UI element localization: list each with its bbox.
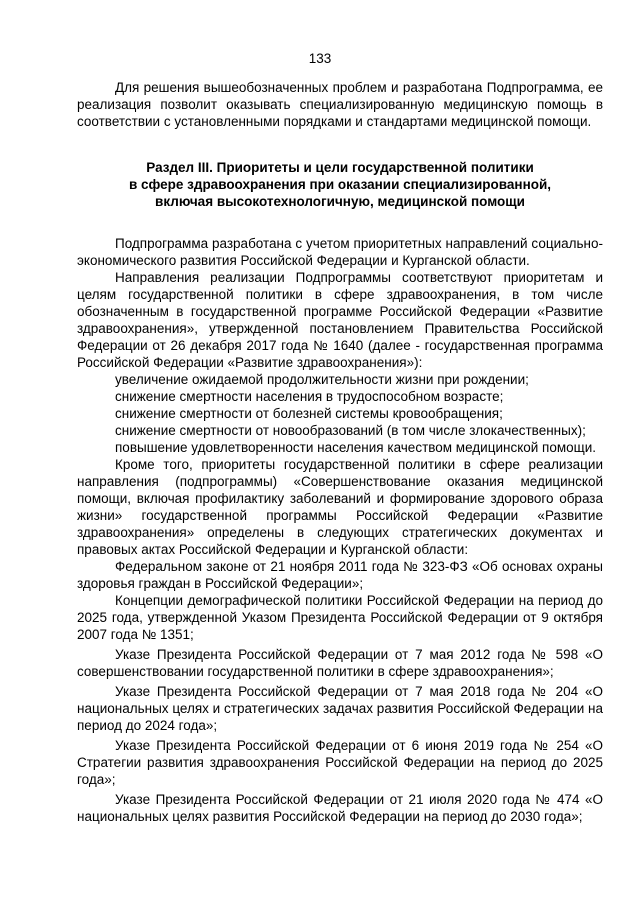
list-item: увеличение ожидаемой продолжительности жизни при рождении; [115,372,529,387]
list-item: снижение смертности населения в трудоспособном возрасте; [115,389,504,404]
legal-act-item: Указе Президента Российской Федерации от 7 мая 2012 года № 598 «О совершенствовании государственной политики в сфере здравоохранения»; [77,647,603,679]
list-item: снижение смертности от новообразований (в том числе злокачественных); [115,423,586,438]
section-heading-line: в сфере здравоохранения при оказании специализированной, [128,177,552,192]
page-number: 133 [308,51,332,66]
legal-act-item: Федеральном законе от 21 ноября 2011 года № 323-ФЗ «Об основах охраны здоровья граждан в Российской Федерации»; [77,559,603,591]
body-paragraph: Подпрограмма разработана с учетом приоритетных направлений социально-экономического развития Российской Федерации и Курганской области. [77,236,603,268]
legal-act-item: Концепции демографической политики Российской Федерации на период до 2025 года, утвержденной Указом Президента Российской Федерации от 9 октября 2007 года № 1351; [77,593,603,642]
section-heading [77,159,603,210]
list-item: снижение смертности от болезней системы кровообращения; [115,406,503,421]
legal-act-item: Указе Президента Российской Федерации от 7 мая 2018 года № 204 «О национальных целях и стратегических задачах развития Российской Федерации на период до 2024 года»; [77,684,603,733]
intro-paragraph: Для решения вышеобозначенных проблем и разработана Подпрограмма, ее реализация позволит оказывать специализированную медицинскую помощь в соответствии с установленными порядками и стандартами медицинской помощи. [77,80,603,129]
body-paragraph: Направления реализации Подпрограммы соответствуют приоритетам и целям государственной политики в сфере здравоохранения, в том числе обозначенным в государственной программе Российской Федерации «Развитие здравоохранения», утвержденной постановлением Правительства Российской Федерации от 26 декабря 2017 года № 1640 (далее - государственная программа Российской Федерации «Развитие здравоохранения»): [77,270,603,370]
body-paragraph: Кроме того, приоритеты государственной политики в сфере реализации направления (подпрограммы) «Совершенствование оказания медицинской помощи, включая профилактику заболеваний и формирование здорового образа жизни» государственной программы Российской Федерации «Развитие здравоохранения» определены в следующих стратегических документах и правовых актах Российской Федерации и Курганской области: [77,457,603,557]
legal-act-item: Указе Президента Российской Федерации от 21 июля 2020 года № 474 «О национальных целях развития Российской Федерации на период до 2030 года»; [77,792,603,824]
document-body [77,79,603,825]
list-item: повышение удовлетворенности населения качеством медицинской помощи. [115,440,597,455]
section-heading-line: включая высокотехнологичную, медицинской помощи [155,194,525,209]
legal-act-item: Указе Президента Российской Федерации от 6 июня 2019 года № 254 «О Стратегии развития здравоохранения Российской Федерации на период до 2025 года»; [77,738,603,787]
section-heading-line: Раздел III. Приоритеты и цели государственной политики [146,160,534,175]
